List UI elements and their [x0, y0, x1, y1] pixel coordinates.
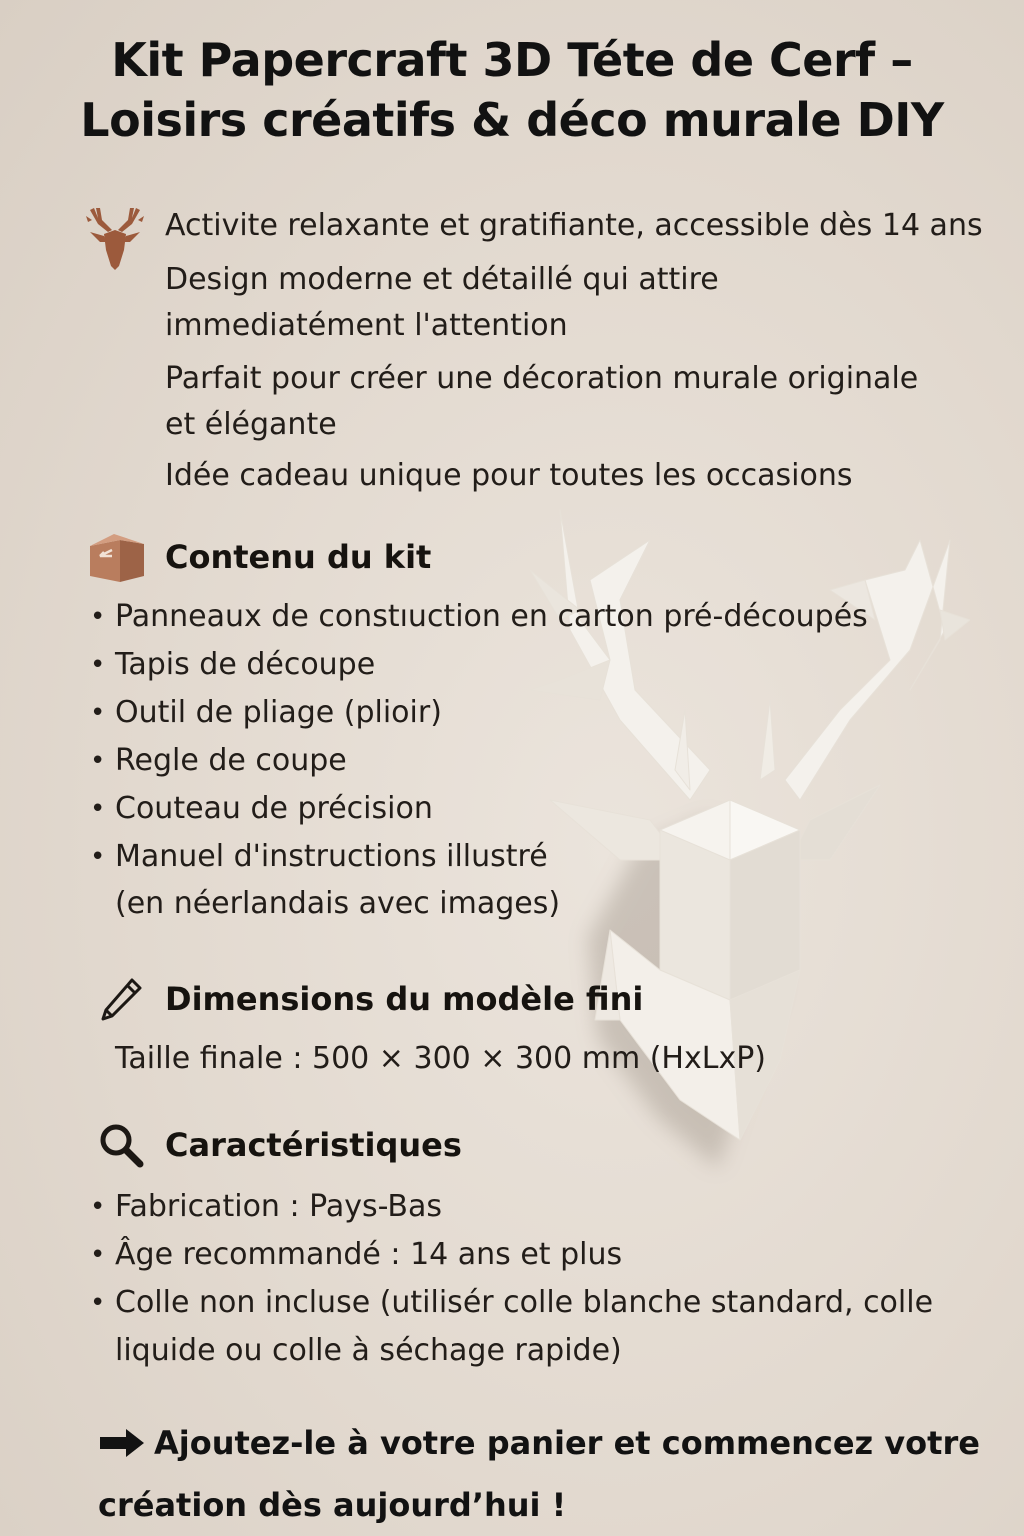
title-line-2: Loisirs créatifs & déco murale DIY	[80, 93, 944, 147]
intro-line-5: et élégante	[165, 407, 337, 442]
call-to-action	[98, 1412, 980, 1536]
features-list	[90, 1183, 933, 1327]
features-heading: Caractéristiques	[165, 1126, 462, 1164]
features-item-continuation: liquide ou colle à séchage rapide)	[115, 1333, 622, 1368]
list-item: • Couteau de précision	[90, 785, 868, 833]
list-item: • Manuel d'instructions illustré	[90, 833, 868, 881]
list-item: • Panneaux de constıuction en carton pré-découpés	[90, 593, 868, 641]
cta-line-2: création dès aujourd’hui !	[98, 1486, 567, 1524]
intro-line-2: Design moderne et détaillé qui attire	[165, 262, 719, 297]
intro-line-3: immediatément l'attention	[165, 308, 568, 343]
list-item: • Outil de pliage (plioir)	[90, 689, 868, 737]
arrow-right-icon	[98, 1428, 146, 1458]
magnifier-icon	[98, 1122, 144, 1168]
intro-line-6: Idée cadeau unique pour toutes les occasions	[165, 458, 853, 493]
deer-head-icon	[84, 206, 146, 272]
intro-line-4: Parfait pour créer une décoration murale originale	[165, 361, 919, 396]
title-line-1: Kit Papercraft 3D Téte de Cerf –	[111, 33, 913, 87]
dimensions-heading: Dimensions du modèle fini	[165, 980, 644, 1018]
box-icon	[88, 530, 146, 584]
contents-heading: Contenu du kit	[165, 538, 432, 576]
list-item: • Tapis de découpe	[90, 641, 868, 689]
page-title	[0, 30, 1024, 150]
list-item: • Fabrication : Pays-Bas	[90, 1183, 933, 1231]
pencil-icon	[100, 976, 144, 1022]
cta-line-1: Ajoutez-le à votre panier et commencez votre	[154, 1424, 980, 1462]
list-item: • Colle non incluse (utilisér colle blanche standard, colle	[90, 1279, 933, 1327]
intro-line-1: Activite relaxante et gratifiante, accessible dès 14 ans	[165, 208, 983, 243]
contents-item-continuation: (en néerlandais avec images)	[115, 886, 561, 921]
list-item: • Âge recommandé : 14 ans et plus	[90, 1231, 933, 1279]
dimensions-text: Taille finale : 500 × 300 × 300 mm (HxLxP)	[115, 1041, 767, 1076]
contents-list	[90, 593, 868, 881]
list-item: • Regle de coupe	[90, 737, 868, 785]
